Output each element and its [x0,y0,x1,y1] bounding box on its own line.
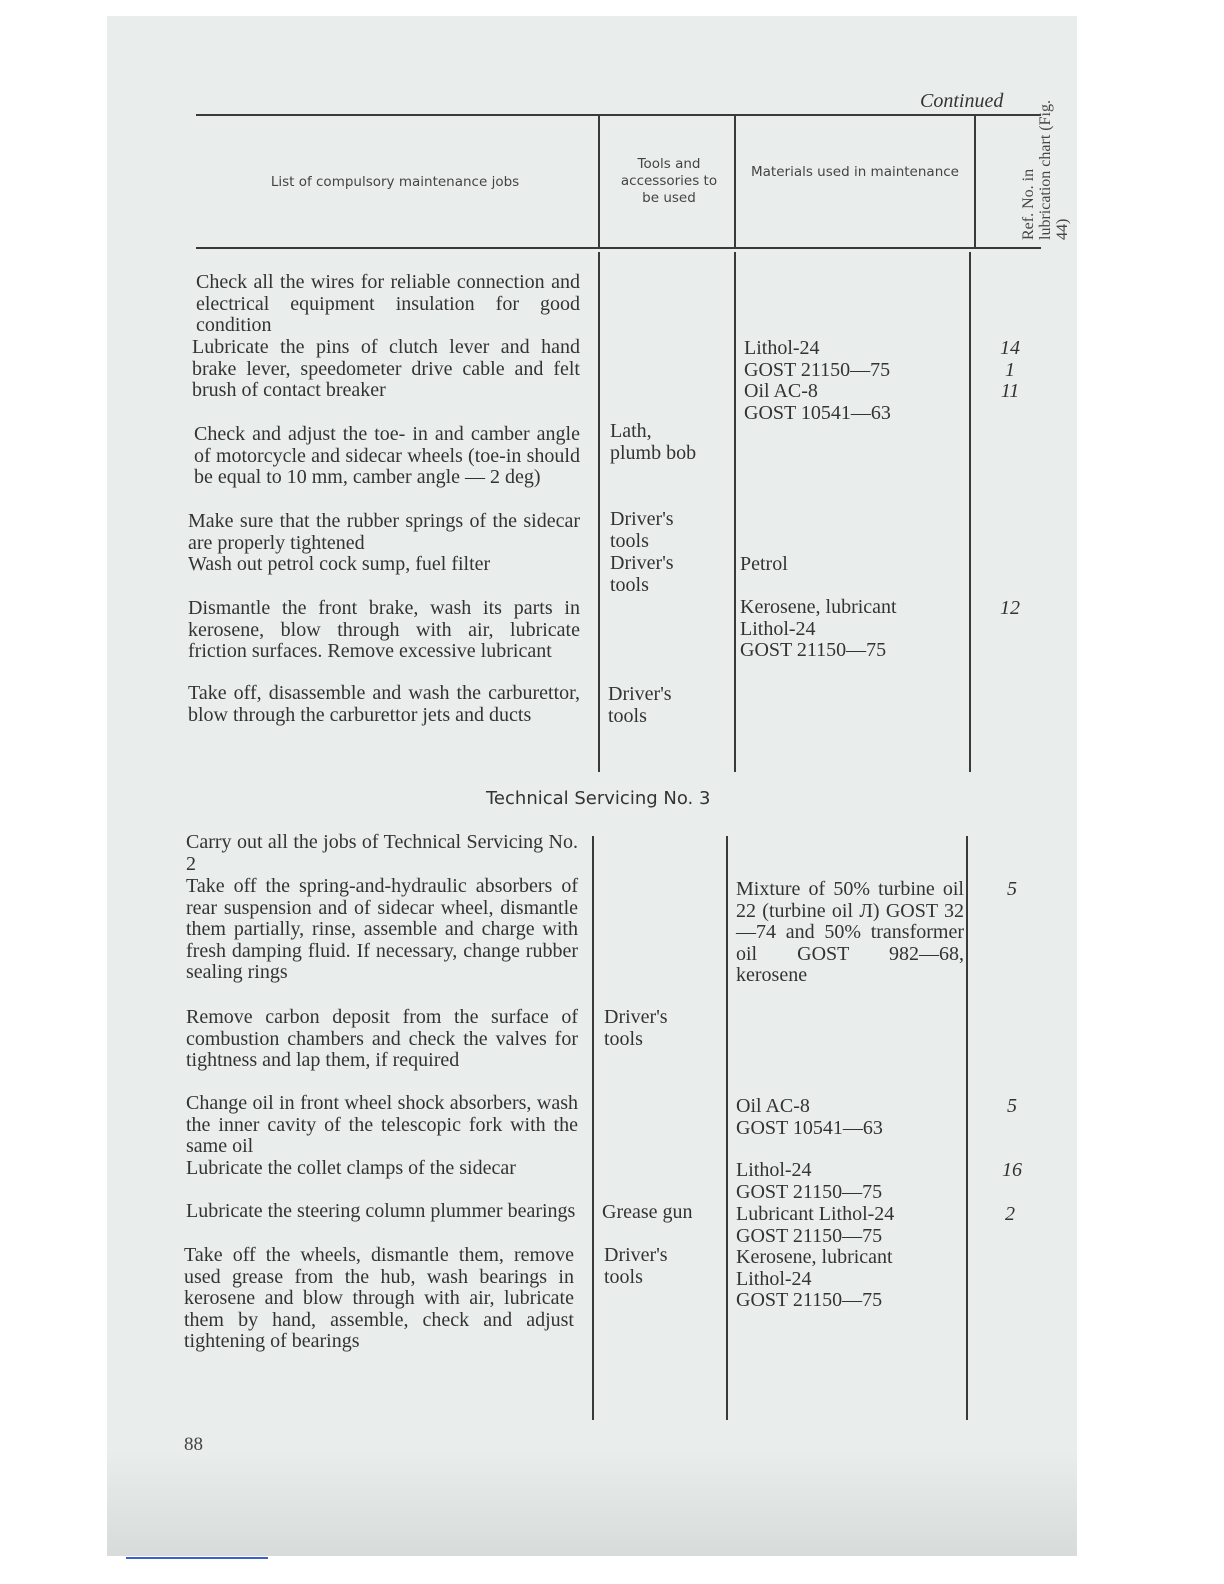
header-materials: Materials used in maintenance [751,164,959,180]
s2-material-4: Lubricant Lithol-24 GOST 21150—75 [736,1203,895,1247]
header-tools: Tools and accessories to be used [620,156,718,206]
continued-label: Continued [920,90,1004,112]
s1-ref-1: 14 1 11 [1000,337,1020,403]
s2-material-2: Oil AC-8 GOST 10541—63 [736,1095,883,1139]
s2-job-1: Carry out all the jobs of Technical Servicing No. 2 [186,831,578,875]
s2-material-1: Mixture of 50% turbine oil 22 (turbine oil Л) GOST 32—74 and 50% transformer oil GOST 982—68, kerosene [736,878,964,987]
footer-accent-line [126,1557,268,1559]
s1-job-7: Take off, disassemble and wash the carburettor, blow through the carburettor jets and ducts [188,682,580,726]
s1-tool-1: Lath, plumb bob [610,420,697,464]
s2-tool-2: Grease gun [602,1201,693,1223]
s1-tool-3: Driver's tools [610,552,674,596]
section-title-ts3: Technical Servicing No. 3 [486,788,711,809]
header-bottom-rule [196,247,1041,249]
s2-job-5: Lubricate the collet clamps of the sidecar [186,1157,516,1179]
s1-job-4: Make sure that the rubber springs of the sidecar are properly tightened [188,510,580,554]
page-shadow [107,1450,1077,1556]
header-jobs: List of compulsory maintenance jobs [270,174,520,190]
header-divider-3 [974,116,976,247]
s1-material-3: Kerosene, lubricant Lithol-24 GOST 21150—75 [740,596,897,662]
s1-job-1: Check all the wires for reliable connection and electrical equipment insulation for good condition [196,271,580,337]
s1-material-2: Petrol [740,553,788,575]
s2-job-2: Take off the spring-and-hydraulic absorbers of rear suspension and of sidecar wheel, dismantle them partially, rinse, assemble and charge with fresh damping fluid. If necessary, change rubber sealing rings [186,875,578,984]
s2-job-7: Take off the wheels, dismantle them, remove used grease from the hub, wash bearings in kerosene and blow through with air, lubricate them by hand, assemble, check and adjust tightening of bearings [184,1244,574,1353]
page-number: 88 [184,1434,203,1455]
s1-col-line-1 [598,252,600,772]
s2-job-6: Lubricate the steering column plummer bearings [186,1200,576,1222]
s2-job-4: Change oil in front wheel shock absorbers, wash the inner cavity of the telescopic fork with the same oil [186,1092,578,1158]
header-top-rule [196,114,1041,116]
s1-job-3: Check and adjust the toe- in and camber angle of motorcycle and sidecar wheels (toe-in should be equal to 10 mm, camber angle — 2 deg) [194,423,580,489]
s2-job-3: Remove carbon deposit from the surface of combustion chambers and check the valves for tightness and lap them, if required [186,1006,578,1072]
s2-material-3: Lithol-24 GOST 21150—75 [736,1159,883,1203]
s2-material-5: Kerosene, lubricant Lithol-24 GOST 21150—75 [736,1246,893,1312]
header-divider-1 [598,116,600,247]
s2-tool-1: Driver's tools [604,1006,668,1050]
s1-job-2: Lubricate the pins of clutch lever and hand brake lever, speedometer drive cable and felt brush of contact breaker [192,336,580,402]
s1-tool-4: Driver's tools [608,683,672,727]
s1-job-5: Wash out petrol cock sump, fuel filter [188,553,491,575]
s2-ref-1: 5 [1007,878,1017,900]
s2-col-line-1 [592,836,594,1420]
s2-ref-3: 16 [1002,1159,1022,1181]
s1-tool-2: Driver's tools [610,508,674,552]
s1-ref-2: 12 [1000,597,1020,619]
header-divider-2 [734,116,736,247]
s2-ref-4: 2 [1005,1203,1015,1225]
s2-col-line-2 [726,836,728,1420]
s1-col-line-3 [969,252,971,772]
s1-job-6: Dismantle the front brake, wash its parts in kerosene, blow through with air, lubricate friction surfaces. Remove excessive lubricant [188,597,580,663]
s2-ref-2: 5 [1007,1095,1017,1117]
s1-col-line-2 [734,252,736,772]
s1-material-1: Lithol-24 GOST 21150—75 Oil AC-8 GOST 10541—63 [744,337,891,424]
header-ref: Ref. No. in lubrication chart (Fig. 44) [1020,100,1071,240]
s2-tool-3: Driver's tools [604,1244,668,1288]
